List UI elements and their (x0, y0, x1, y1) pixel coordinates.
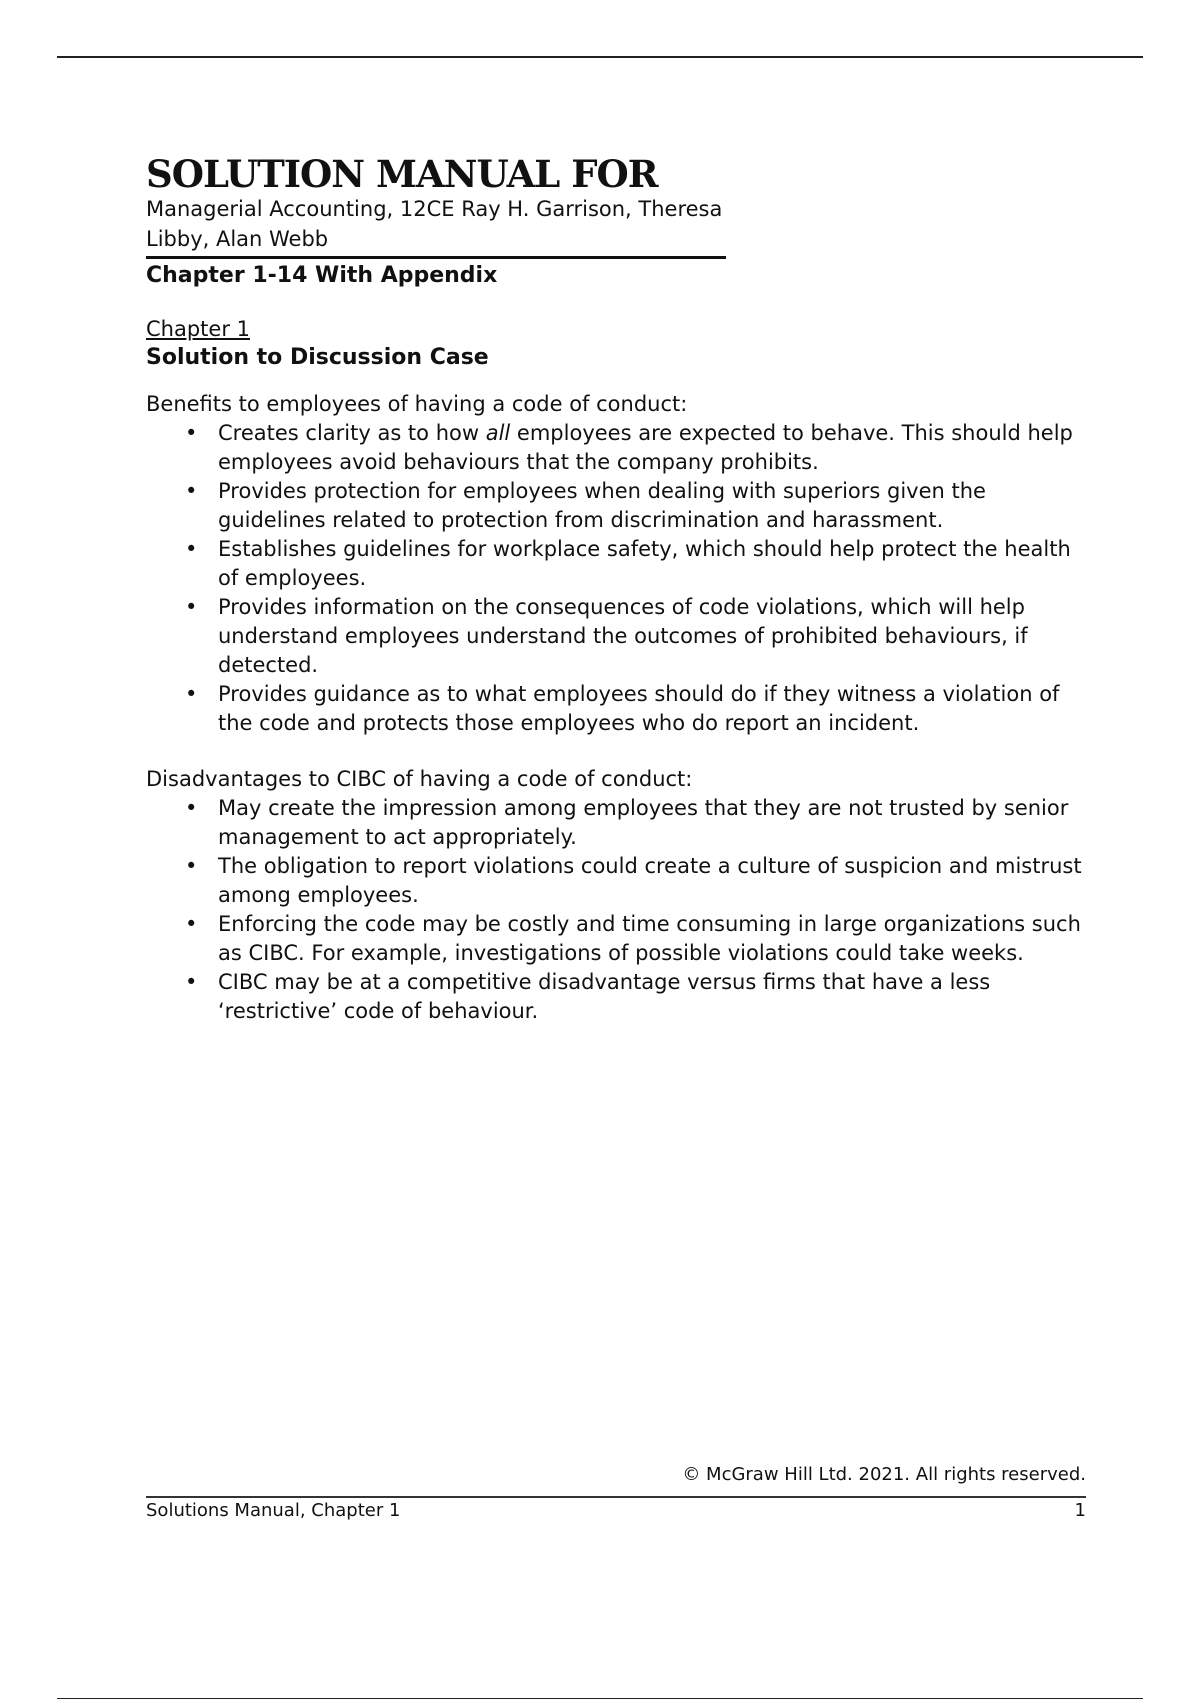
section-heading: Solution to Discussion Case (146, 345, 489, 370)
list-item: • Provides protection for employees when dealing with superiors given the guidelines related to protection from discrimination and harassment. (185, 479, 986, 532)
footer-copyright: © McGraw Hill Ltd. 2021. All rights reserved. (682, 1464, 1086, 1485)
list-item: • Provides information on the consequences of code violations, which will help understand employees understand the outcomes of prohibited behaviours, if detected. (185, 595, 1028, 677)
disadvantages-list (146, 794, 1086, 1026)
list-item: • CIBC may be at a competitive disadvantage versus firms that have a less ‘restrictive’ code of behaviour. (185, 970, 991, 1023)
bullet-icon: • (185, 682, 198, 706)
chapter-label: Chapter 1 (146, 317, 250, 341)
document-subtitle: Managerial Accounting, 12CE Ray H. Garrison, Theresa Libby, Alan Webb (146, 194, 726, 259)
page-bottom-rule (57, 1698, 1143, 1699)
list-item: • Provides guidance as to what employees should do if they witness a violation of the code and protects those employees who do report an incident. (185, 682, 1060, 735)
page-top-rule (57, 56, 1143, 58)
page-number: 1 (1074, 1500, 1086, 1521)
list-item: • The obligation to report violations could create a culture of suspicion and mistrust among employees. (185, 854, 1082, 907)
bullet-icon: • (185, 970, 198, 994)
chapter-range: Chapter 1-14 With Appendix (146, 263, 498, 288)
footer-rule (146, 1496, 1086, 1498)
emphasis-text: all (485, 421, 511, 445)
bullet-icon: • (185, 479, 198, 503)
list-item: • Creates clarity as to how all employees are expected to behave. This should help employees avoid behaviours that the company prohibits. (185, 421, 1073, 474)
bullet-icon: • (185, 854, 198, 878)
footer-manual-label: Solutions Manual, Chapter 1 (146, 1500, 401, 1521)
document-title: SOLUTION MANUAL FOR (146, 152, 658, 196)
list-item: • Enforcing the code may be costly and time consuming in large organizations such as CIBC. For example, investigations of possible violations could take weeks. (185, 912, 1081, 965)
list-item: • Establishes guidelines for workplace safety, which should help protect the health of employees. (185, 537, 1071, 590)
list-item: • May create the impression among employees that they are not trusted by senior management to act appropriately. (185, 796, 1069, 849)
bullet-icon: • (185, 537, 198, 561)
bullet-icon: • (185, 421, 198, 445)
benefits-intro: Benefits to employees of having a code of conduct: (146, 392, 688, 416)
bullet-icon: • (185, 595, 198, 619)
document-body (146, 154, 1086, 1026)
benefits-list (146, 419, 1086, 738)
bullet-icon: • (185, 912, 198, 936)
bullet-icon: • (185, 796, 198, 820)
disadvantages-intro: Disadvantages to CIBC of having a code of conduct: (146, 767, 693, 791)
